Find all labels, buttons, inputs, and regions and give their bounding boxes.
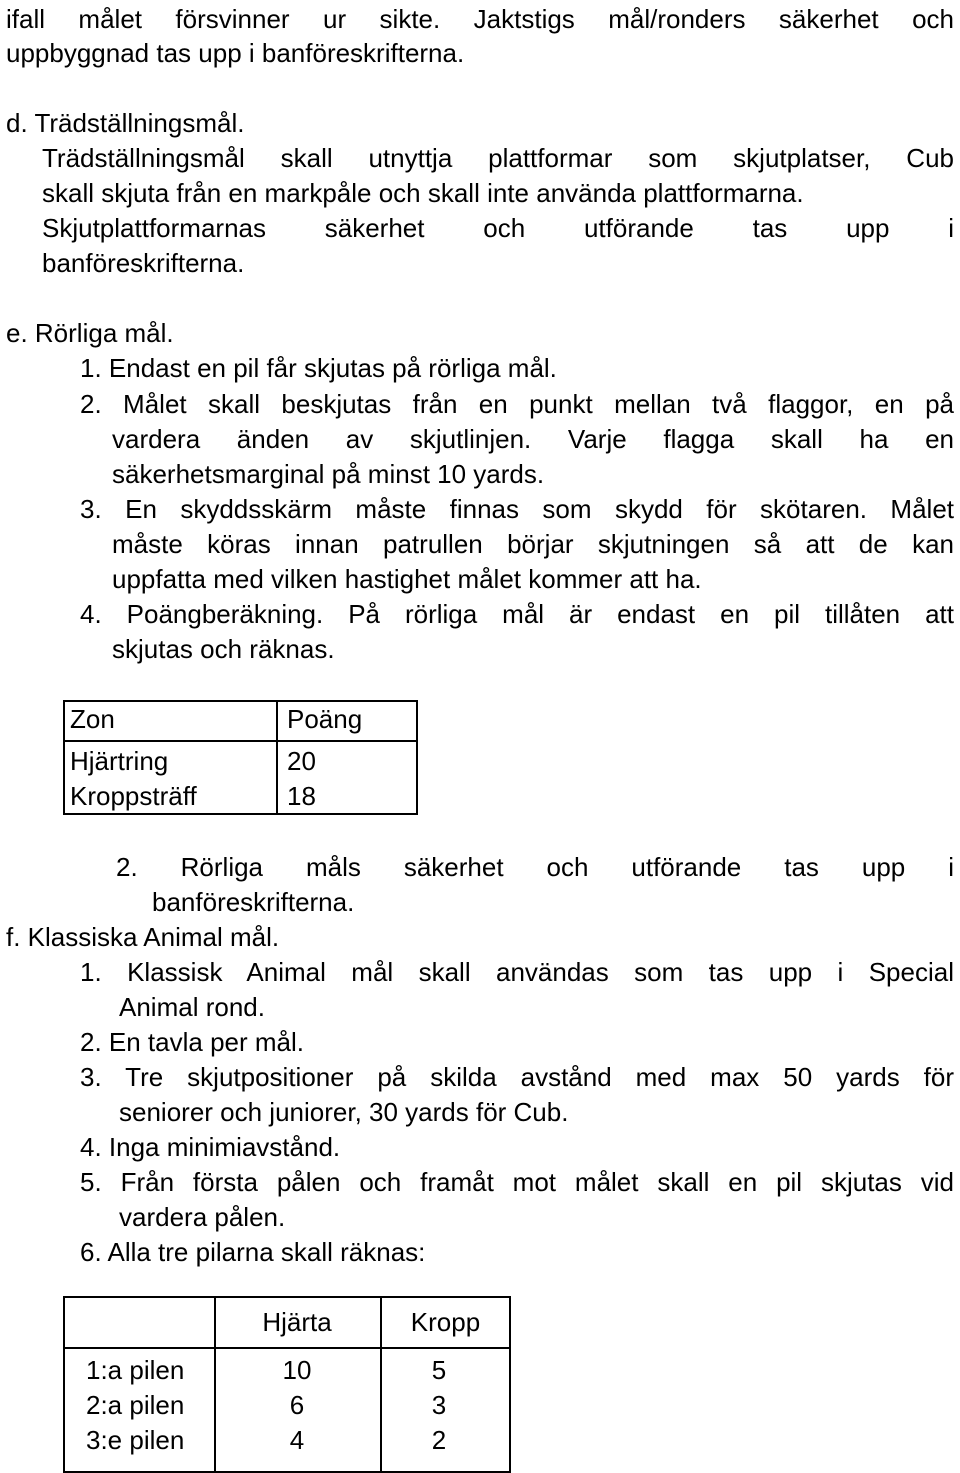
table-header-divider (63, 740, 418, 742)
paragraph-line: uppbyggnad tas upp i banföreskrifterna. (6, 38, 465, 68)
list-item-continuation: skjutas och räknas. (112, 634, 335, 664)
list-item-continuation: vardera änden av skjutlinjen. Varje flagga skall ha en (112, 424, 954, 454)
table-cell: 3:e pilen (86, 1425, 185, 1455)
table-cell: Hjärtring (70, 746, 169, 776)
list-item: 2. Målet skall beskjutas från en punkt mellan två flaggor, en på (80, 389, 954, 419)
table-cell: 2 (431, 1425, 447, 1455)
list-item: 4. Inga minimiavstånd. (80, 1132, 341, 1162)
list-item: 1. Klassisk Animal mål skall användas som tas upp i Special (80, 957, 954, 987)
table-header-cell: Zon (70, 704, 115, 734)
paragraph-line: skall skjuta från en markpåle och skall inte använda plattformarna. (42, 178, 804, 208)
list-item: 2. En tavla per mål. (80, 1027, 304, 1057)
list-item: 4. Poängberäkning. På rörliga mål är endast en pil tillåten att (80, 599, 954, 629)
list-item-continuation: måste köras innan patrullen börjar skjutningen så att de kan (112, 529, 954, 559)
table-column-divider (276, 700, 278, 815)
table-cell: Kroppsträff (70, 781, 197, 811)
list-item: 6. Alla tre pilarna skall räknas: (80, 1237, 426, 1267)
table-cell: 2:a pilen (86, 1390, 185, 1420)
table-cell: 1:a pilen (86, 1355, 185, 1385)
table-cell: 18 (287, 781, 316, 811)
list-item-continuation: banföreskrifterna. (152, 887, 355, 917)
table-cell: 4 (289, 1425, 305, 1455)
table-cell: 6 (289, 1390, 305, 1420)
table-header-cell: Poäng (287, 704, 363, 734)
table-header-cell: Kropp (410, 1307, 481, 1337)
list-item-continuation: seniorer och juniorer, 30 yards för Cub. (119, 1097, 569, 1127)
paragraph-line: banföreskrifterna. (42, 248, 245, 278)
table-cell: 3 (431, 1390, 447, 1420)
list-item: 1. Endast en pil får skjutas på rörliga mål. (80, 353, 557, 383)
list-item: 3. Tre skjutpositioner på skilda avstånd med max 50 yards för (80, 1062, 954, 1092)
table-cell: 5 (431, 1355, 447, 1385)
table-header-cell: Hjärta (262, 1307, 332, 1337)
table-cell: 20 (287, 746, 316, 776)
list-item: 5. Från första pålen och framåt mot målet skall en pil skjutas vid (80, 1167, 954, 1197)
list-item-continuation: uppfatta med vilken hastighet målet kommer att ha. (112, 564, 702, 594)
list-item-continuation: säkerhetsmarginal på minst 10 yards. (112, 459, 545, 489)
list-item-continuation: vardera pålen. (119, 1202, 286, 1232)
paragraph-line: ifall målet försvinner ur sikte. Jaktstigs mål/ronders säkerhet och (6, 4, 954, 34)
paragraph-line: Skjutplattformarnas säkerhet och utförande tas upp i (42, 213, 954, 243)
section-heading-f: f. Klassiska Animal mål. (6, 922, 280, 952)
list-item: 3. En skyddsskärm måste finnas som skydd för skötaren. Målet (80, 494, 954, 524)
paragraph-line: Trädställningsmål skall utnyttja plattformar som skjutplatser, Cub (42, 143, 954, 173)
table-header-divider (63, 1347, 511, 1349)
table-cell: 10 (282, 1355, 312, 1385)
section-heading-d: d. Trädställningsmål. (6, 108, 245, 138)
list-item: 2. Rörliga måls säkerhet och utförande tas upp i (116, 852, 954, 882)
list-item-continuation: Animal rond. (119, 992, 265, 1022)
section-heading-e: e. Rörliga mål. (6, 318, 174, 348)
